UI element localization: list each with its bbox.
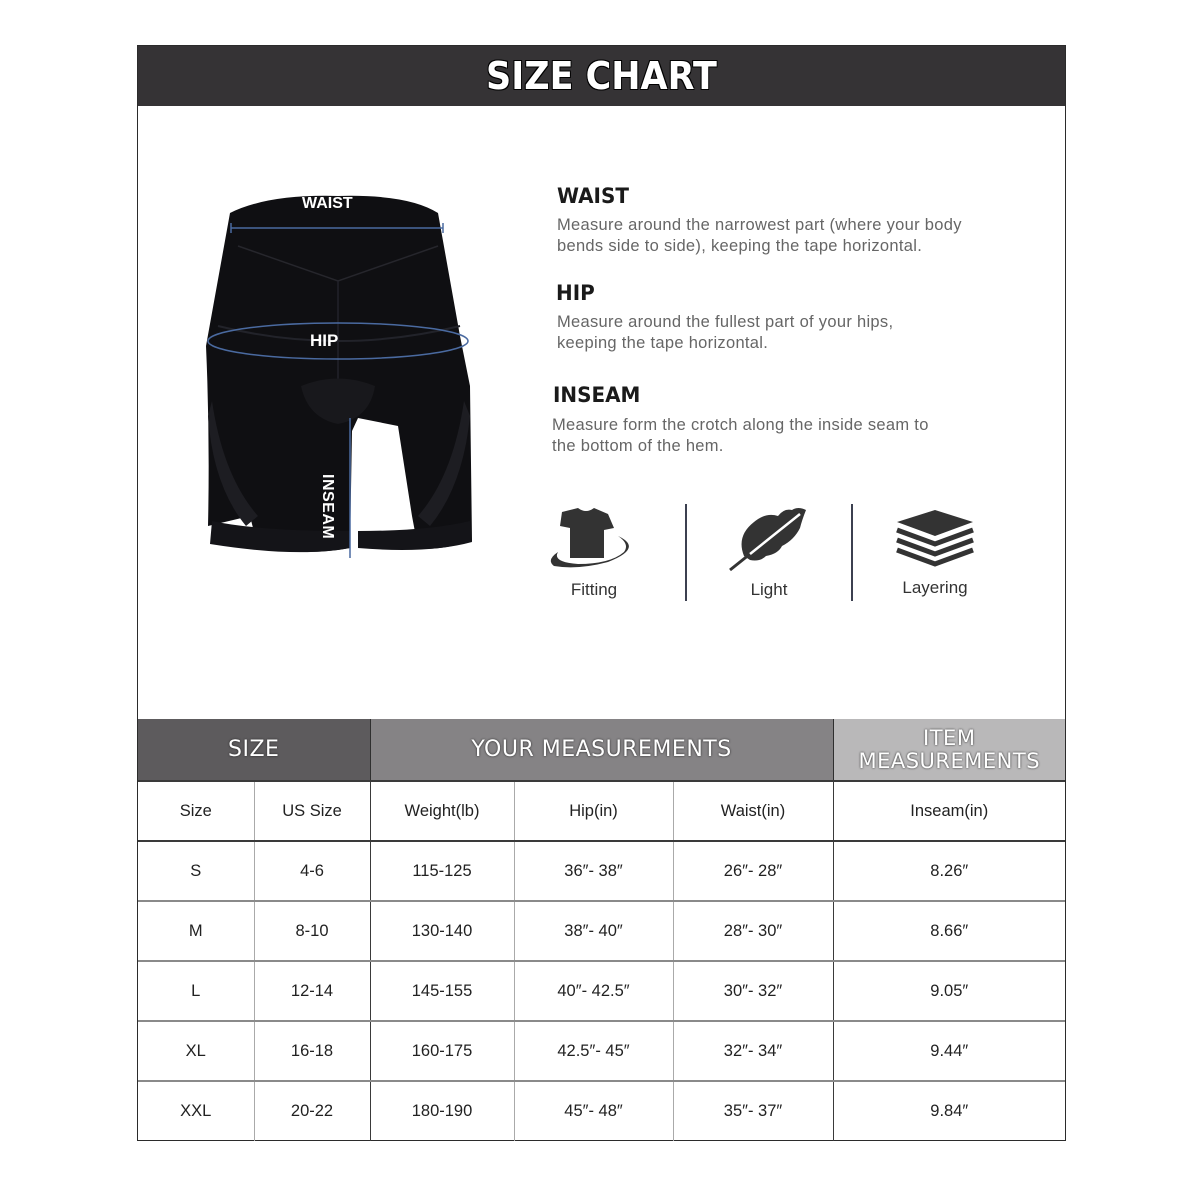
inseam-description: Measure form the crotch along the inside seam to the bottom of the hem.	[552, 416, 929, 455]
feature-divider	[851, 504, 853, 601]
feature-label: Fitting	[570, 580, 618, 599]
table-row	[138, 961, 1065, 1021]
table-cell: 8.66″	[833, 901, 1065, 961]
column-header: Waist(in)	[673, 781, 833, 841]
group-header-item-line2: MEASUREMENTS	[858, 748, 1041, 773]
page-title: SIZE CHART	[486, 54, 717, 98]
group-header-size: SIZE	[138, 719, 370, 781]
layers-icon	[895, 506, 975, 570]
hip-description: Measure around the fullest part of your hips, keeping the tape horizontal.	[557, 313, 894, 352]
table-cell: 40″- 42.5″	[514, 961, 673, 1021]
table-cell: 180-190	[370, 1081, 514, 1141]
table-cell: 20-22	[254, 1081, 370, 1141]
size-chart-frame	[137, 45, 1066, 1141]
table-cell: 160-175	[370, 1021, 514, 1081]
table-cell: 42.5″- 45″	[514, 1021, 673, 1081]
table-cell: XXL	[138, 1081, 254, 1141]
table-cell: 115-125	[370, 841, 514, 901]
column-header: Inseam(in)	[833, 781, 1065, 841]
table-cell: 4-6	[254, 841, 370, 901]
table-cell: 16-18	[254, 1021, 370, 1081]
hip-figure-label: HIP	[310, 331, 339, 350]
table-cell: 38″- 40″	[514, 901, 673, 961]
size-table	[138, 719, 1065, 1141]
table-cell: 35″- 37″	[673, 1081, 833, 1141]
table-cell: 8-10	[254, 901, 370, 961]
table-cell: 36″- 38″	[514, 841, 673, 901]
table-cell: 26″- 28″	[673, 841, 833, 901]
tshirt-fitting-icon	[548, 506, 640, 572]
shorts-illustration	[198, 186, 478, 566]
column-header: Weight(lb)	[370, 781, 514, 841]
table-cell: 9.44″	[833, 1021, 1065, 1081]
table-cell: 32″- 34″	[673, 1021, 833, 1081]
feather-leaf-icon	[726, 506, 812, 572]
waist-heading: WAIST	[557, 184, 629, 208]
table-row	[138, 1021, 1065, 1081]
table-row	[138, 901, 1065, 961]
table-cell: 145-155	[370, 961, 514, 1021]
feature-divider	[685, 504, 687, 601]
waist-description: Measure around the narrowest part (where your body bends side to side), keeping the tape horizontal.	[557, 216, 962, 255]
table-cell: 30″- 32″	[673, 961, 833, 1021]
table-cell: S	[138, 841, 254, 901]
waist-figure-label: WAIST	[302, 195, 353, 212]
hip-heading: HIP	[556, 281, 595, 305]
feature-light	[699, 506, 839, 600]
table-cell: M	[138, 901, 254, 961]
feature-fitting	[524, 506, 664, 600]
column-header-row	[138, 781, 1065, 841]
group-header-your-measurements: YOUR MEASUREMENTS	[370, 719, 833, 781]
table-cell: 130-140	[370, 901, 514, 961]
table-row	[138, 841, 1065, 901]
group-header-item-measurements	[833, 719, 1065, 781]
title-bar	[138, 46, 1065, 106]
group-header-item-line1: ITEM	[923, 725, 976, 750]
column-header: Size	[138, 781, 254, 841]
table-row	[138, 1081, 1065, 1141]
table-cell: XL	[138, 1021, 254, 1081]
column-header: Hip(in)	[514, 781, 673, 841]
table-cell: 8.26″	[833, 841, 1065, 901]
table-cell: 45″- 48″	[514, 1081, 673, 1141]
feature-layering	[865, 506, 1005, 598]
table-cell: L	[138, 961, 254, 1021]
feature-label: Layering	[902, 578, 968, 597]
table-cell: 9.05″	[833, 961, 1065, 1021]
column-header: US Size	[254, 781, 370, 841]
inseam-heading: INSEAM	[553, 383, 641, 407]
inseam-figure-label: INSEAM	[319, 474, 336, 540]
table-cell: 9.84″	[930, 1102, 969, 1120]
feature-label: Light	[750, 580, 788, 599]
table-cell: 12-14	[254, 961, 370, 1021]
table-cell: 28″- 30″	[673, 901, 833, 961]
